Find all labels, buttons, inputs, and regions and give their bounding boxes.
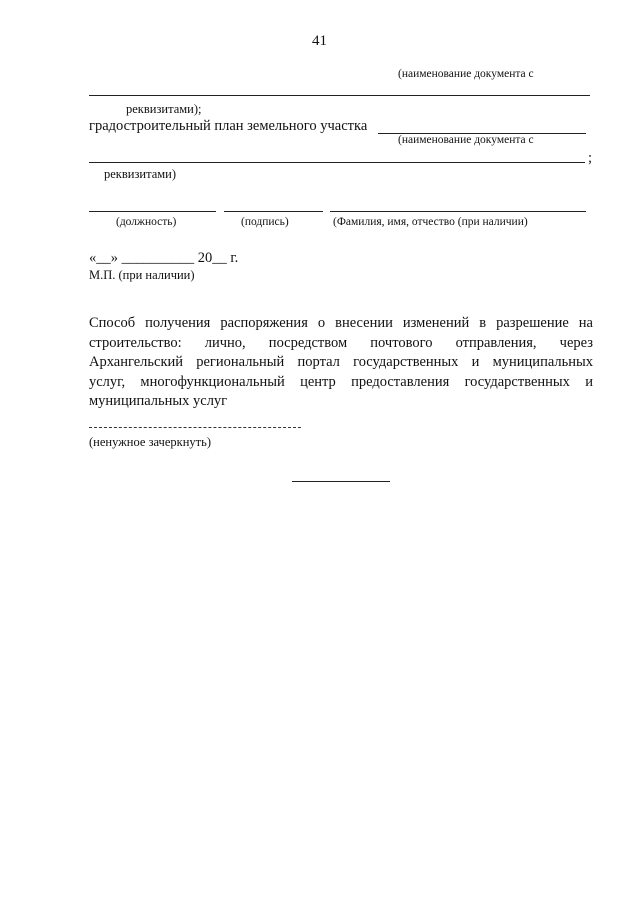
document-name-line: [89, 95, 590, 96]
gpzu-label: градостроительный план земельного участка: [89, 118, 368, 134]
strike-note: (ненужное зачеркнуть): [89, 435, 211, 449]
paragraph-line: муниципальных услуг: [89, 393, 228, 409]
paragraph-line: Способ получения распоряжения о внесении изменений в разрешение на: [89, 315, 593, 331]
seal-caption: М.П. (при наличии): [89, 268, 195, 282]
method-paragraph: [89, 314, 593, 412]
requisites-caption-2: реквизитами): [104, 167, 177, 181]
document-name-line-2: [89, 162, 585, 163]
closing-rule: [292, 481, 390, 482]
requisites-caption: реквизитами);: [126, 102, 202, 116]
signature-caption: (подпись): [241, 216, 289, 228]
document-name-caption: (наименование документа с: [398, 68, 534, 80]
position-caption: (должность): [116, 216, 177, 228]
dashed-rule: [89, 427, 301, 428]
full-name-line: [330, 211, 586, 212]
position-line: [89, 211, 216, 212]
paragraph-line: строительство: лично, посредством почтового отправления, через: [89, 334, 593, 351]
date-line: «__» __________ 20__ г.: [89, 250, 239, 266]
semicolon: ;: [588, 150, 593, 166]
signature-line: [224, 211, 323, 212]
paragraph-line: услуг, многофункциональный центр предоставления государственных и: [89, 373, 593, 390]
full-name-caption: (Фамилия, имя, отчество (при наличии): [333, 216, 528, 228]
page-number: 41: [312, 33, 327, 49]
paragraph-line: Архангельский региональный портал государственных и муниципальных: [89, 354, 593, 370]
document-name-caption-2: (наименование документа с: [398, 134, 534, 146]
